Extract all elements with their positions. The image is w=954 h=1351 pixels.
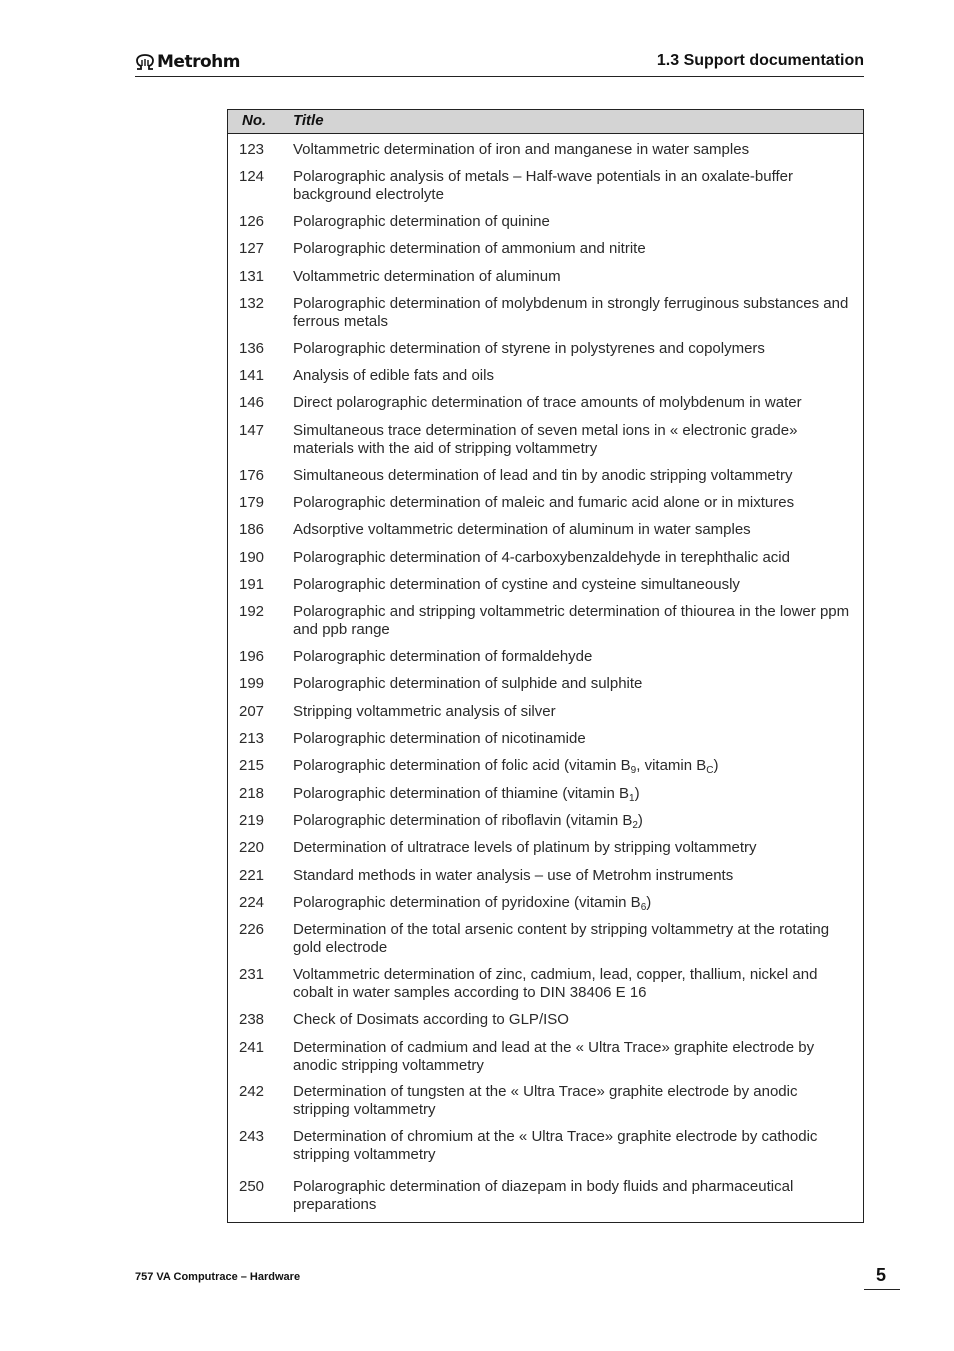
document-title-cell: Determination of tungsten at the « Ultra Trace» graphite electrode by anodic stripping voltammetry (293, 1083, 798, 1118)
document-title-cell (293, 757, 855, 775)
title-text: ) (646, 894, 652, 911)
page-number: 5 (876, 1265, 887, 1285)
document-title-cell: Polarographic determination of styrene in polystyrenes and copolymers (293, 340, 765, 357)
document-number: 196 (239, 648, 265, 665)
document-number: 132 (239, 295, 265, 312)
document-title-cell: Standard methods in water analysis – use of Metrohm instruments (293, 867, 734, 884)
document-title-cell: Voltammetric determination of aluminum (293, 268, 561, 285)
document-title-cell: Determination of cadmium and lead at the « Ultra Trace» graphite electrode by anodic stripping voltammetry (293, 1039, 815, 1074)
document-number: 136 (239, 340, 265, 357)
document-number: 219 (239, 812, 265, 829)
document-number: 147 (239, 422, 265, 439)
document-title-cell: Check of Dosimats according to GLP/ISO (293, 1011, 569, 1028)
document-number: 213 (239, 730, 265, 747)
page-number-box (864, 1263, 900, 1290)
document-title-cell: Adsorptive voltammetric determination of aluminum in water samples (293, 521, 751, 538)
title-text: Polarographic determination of riboflavin (vitamin B (293, 812, 633, 829)
documentation-table (227, 109, 864, 1223)
document-title-cell (293, 785, 855, 803)
document-number: 221 (239, 867, 265, 884)
title-text: Polarographic determination of thiamine (vitamin B (293, 785, 629, 802)
subscript: 6 (640, 902, 647, 913)
subscript: 9 (630, 765, 637, 776)
metrohm-omega-icon (135, 54, 155, 70)
document-title-cell (293, 894, 855, 912)
subscript: 2 (632, 820, 638, 831)
document-number: 124 (239, 168, 265, 185)
document-title-cell: Polarographic determination of nicotinamide (293, 730, 586, 747)
document-number: 179 (239, 494, 265, 511)
document-number: 224 (239, 894, 265, 911)
document-title-cell: Voltammetric determination of zinc, cadmium, lead, copper, thallium, nickel and cobalt in water samples according to DIN 38406 E 16 (293, 966, 818, 1001)
document-number: 199 (239, 675, 265, 692)
document-number: 226 (239, 921, 265, 938)
document-title-cell: Voltammetric determination of iron and manganese in water samples (293, 141, 750, 158)
document-number: 241 (239, 1039, 265, 1056)
document-number: 243 (239, 1128, 265, 1145)
document-number: 218 (239, 785, 265, 802)
title-text: ) (634, 785, 640, 802)
document-title-cell: Determination of ultratrace levels of platinum by stripping voltammetry (293, 839, 757, 856)
document-number: 176 (239, 467, 265, 484)
document-title-cell: Polarographic analysis of metals – Half-wave potentials in an oxalate-buffer background electrolyte (293, 168, 793, 203)
title-text: , vitamin B (636, 757, 707, 774)
document-title-cell: Determination of the total arsenic content by stripping voltammetry at the rotating gold electrode (293, 921, 830, 956)
document-title-cell: Polarographic and stripping voltammetric determination of thiourea in the lower ppm and ppb range (293, 603, 850, 638)
document-title-cell: Analysis of edible fats and oils (293, 367, 494, 384)
logo-text: Metrohm (157, 52, 240, 72)
document-number: 191 (239, 576, 265, 593)
document-title-cell: Polarographic determination of diazepam in body fluids and pharmaceutical preparations (293, 1178, 794, 1213)
document-number: 238 (239, 1011, 265, 1028)
document-title-cell: Polarographic determination of sulphide and sulphite (293, 675, 643, 692)
document-title-cell (293, 812, 855, 830)
document-number: 242 (239, 1083, 265, 1100)
document-title-cell: Simultaneous trace determination of seven metal ions in « electronic grade» materials with the aid of stripping voltammetry (293, 422, 798, 457)
title-text: Polarographic determination of folic acid (vitamin B (293, 757, 631, 774)
document-title-cell: Polarographic determination of cystine and cysteine simultaneously (293, 576, 740, 593)
subscript: C (706, 765, 714, 776)
document-title-cell: Polarographic determination of formaldehyde (293, 648, 593, 665)
document-number: 190 (239, 549, 265, 566)
document-title-cell: Polarographic determination of quinine (293, 213, 550, 230)
document-number: 126 (239, 213, 265, 230)
table-header (228, 110, 863, 134)
document-title-cell: Stripping voltammetric analysis of silver (293, 703, 556, 720)
document-number: 127 (239, 240, 265, 257)
document-number: 231 (239, 966, 265, 983)
section-title: 1.3 Support documentation (656, 52, 864, 69)
subscript: 1 (629, 793, 635, 804)
document-number: 220 (239, 839, 265, 856)
document-title: 757 VA Computrace – Hardware (135, 1271, 301, 1283)
document-number: 215 (239, 757, 265, 774)
document-number: 131 (239, 268, 265, 285)
title-text: Polarographic determination of pyridoxine (vitamin B (293, 894, 641, 911)
title-text: ) (713, 757, 719, 774)
document-number: 250 (239, 1178, 265, 1195)
column-header-title: Title (293, 112, 324, 129)
document-number: 186 (239, 521, 265, 538)
document-title-cell: Polarographic determination of maleic and fumaric acid alone or in mixtures (293, 494, 795, 511)
document-number: 207 (239, 703, 265, 720)
document-title-cell: Direct polarographic determination of trace amounts of molybdenum in water (293, 394, 802, 411)
title-text: ) (637, 812, 643, 829)
document-title-cell: Polarographic determination of 4-carboxybenzaldehyde in terephthalic acid (293, 549, 790, 566)
metrohm-logo (135, 52, 240, 72)
page-header (135, 48, 864, 77)
document-number: 192 (239, 603, 265, 620)
column-header-no: No. (242, 112, 267, 129)
document-number: 141 (239, 367, 265, 384)
document-title-cell: Polarographic determination of molybdenum in strongly ferruginous substances and ferrous metals (293, 295, 849, 330)
document-title-cell: Determination of chromium at the « Ultra Trace» graphite electrode by cathodic stripping voltammetry (293, 1128, 818, 1163)
document-title-cell: Polarographic determination of ammonium and nitrite (293, 240, 646, 257)
document-number: 123 (239, 141, 265, 158)
document-title-cell: Simultaneous determination of lead and tin by anodic stripping voltammetry (293, 467, 793, 484)
document-number: 146 (239, 394, 265, 411)
